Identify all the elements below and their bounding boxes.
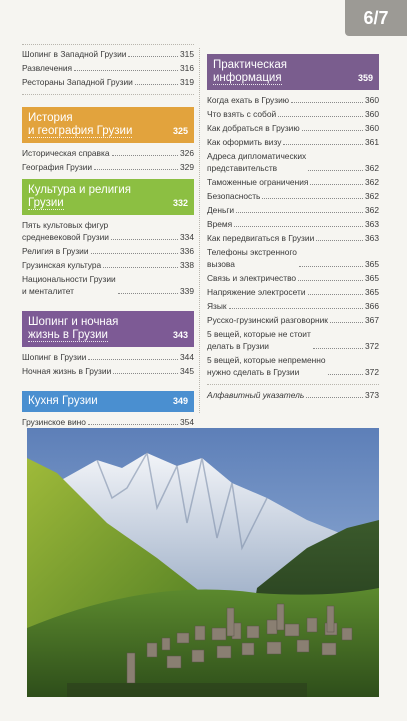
practical-entries (207, 94, 379, 378)
section-title-line1: Практическая (213, 59, 287, 71)
toc-entry[interactable] (207, 136, 379, 148)
toc-entry-title: Историческая справка (22, 148, 110, 158)
toc-entry-page: 372 (365, 367, 379, 377)
toc-leader (111, 239, 178, 240)
toc-entry-page: 345 (180, 366, 194, 376)
toc-entry-title (22, 273, 116, 297)
toc-entry-page: 315 (180, 49, 194, 59)
toc-entry-title-line2: вызова (207, 259, 235, 269)
toc-leader (74, 70, 178, 71)
toc-entry-page: 362 (365, 163, 379, 173)
toc-entry-page: 367 (365, 315, 379, 325)
toc-entry[interactable] (22, 76, 194, 88)
toc-entry-page: 363 (365, 233, 379, 243)
toc-entry-page: 329 (180, 162, 194, 172)
mountain-village-photo (27, 428, 379, 697)
toc-entry-title: Язык (207, 301, 227, 311)
toc-leader (234, 226, 363, 227)
toc-entry-page: 344 (180, 352, 194, 362)
page-number: 6/7 (363, 7, 389, 28)
toc-entry-page: 360 (365, 123, 379, 133)
toc-entry[interactable] (207, 328, 379, 352)
toc-entry-title (207, 150, 306, 174)
left-column (22, 44, 194, 430)
toc-leader (313, 348, 363, 349)
toc-entry-title-line2: делать в Грузии (207, 341, 269, 351)
toc-entry-title-line1: Пять культовых фигур (22, 220, 109, 230)
toc-entry[interactable] (22, 365, 194, 377)
toc-leader (330, 322, 363, 323)
toc-leader (113, 373, 178, 374)
section-title-line1: Кухня Грузии (28, 395, 98, 407)
toc-entry-title (207, 328, 311, 352)
toc-entry[interactable] (207, 204, 379, 216)
section-title-line2: информация (213, 72, 282, 84)
section-page: 332 (172, 198, 188, 208)
section-header-history[interactable] (22, 107, 194, 143)
toc-leader (291, 102, 363, 103)
toc-entry-title-line2: представительств (207, 163, 278, 173)
toc-entry[interactable] (22, 161, 194, 173)
toc-entry-page: 334 (180, 232, 194, 242)
toc-entry[interactable] (207, 176, 379, 188)
section-page: 343 (172, 330, 188, 340)
toc-entry-title: Что взять с собой (207, 109, 277, 119)
toc-leader (278, 116, 363, 117)
toc-entry-page: 362 (365, 177, 379, 187)
toc-leader (308, 170, 363, 171)
toc-entry-page: 361 (365, 137, 379, 147)
toc-entry-page: 365 (365, 273, 379, 283)
toc-entry-page: 326 (180, 148, 194, 158)
toc-entry[interactable] (207, 94, 379, 106)
toc-entry-title (207, 246, 297, 270)
toc-entry[interactable] (207, 232, 379, 244)
toc-entry[interactable] (207, 218, 379, 230)
toc-entry[interactable] (207, 108, 379, 120)
toc-entry[interactable] (207, 122, 379, 134)
section-divider (207, 384, 379, 385)
section-divider (22, 94, 194, 95)
toc-entry-page: 373 (365, 390, 379, 400)
toc-entry-title: Русско-грузинский разговорник (207, 315, 328, 325)
toc-entry-page: 319 (180, 77, 194, 87)
toc-entry[interactable] (22, 351, 194, 363)
toc-entry[interactable] (207, 246, 379, 270)
section-title-line1: Культура и религия (28, 184, 132, 196)
toc-entry-title (22, 219, 109, 243)
toc-entry-title: Грузинское вино (22, 417, 86, 427)
toc-entry-page: 354 (180, 417, 194, 427)
toc-entry-title: Как добраться в Грузию (207, 123, 300, 133)
section-page: 349 (172, 396, 188, 406)
toc-entry[interactable] (22, 273, 194, 297)
toc-entry-page: 372 (365, 341, 379, 351)
toc-leader (103, 267, 178, 268)
toc-entry-page: 362 (365, 191, 379, 201)
toc-entry-title: Как оформить визу (207, 137, 282, 147)
right-column (207, 44, 379, 403)
toc-entry-title: Время (207, 219, 233, 229)
toc-leader (88, 424, 178, 425)
toc-entry-page: 365 (365, 259, 379, 269)
toc-entry-page: 316 (180, 63, 194, 73)
toc-entry-title-line1: Адреса дипломатических (207, 151, 307, 161)
toc-entry-title-line1: Национальности Грузии (22, 274, 116, 284)
toc-leader (283, 144, 363, 145)
toc-entry[interactable] (207, 354, 379, 378)
toc-entry[interactable] (207, 286, 379, 298)
toc-entry-page: 338 (180, 260, 194, 270)
toc-entry[interactable] (22, 416, 194, 428)
toc-entry[interactable] (22, 48, 194, 60)
toc-leader (94, 169, 178, 170)
toc-entry-title-line1: 5 вещей, которые непременно (207, 355, 326, 365)
toc-entry-page: 363 (365, 219, 379, 229)
top-divider (22, 44, 194, 45)
toc-entry[interactable] (22, 147, 194, 159)
section-header-practical[interactable] (207, 54, 379, 90)
toc-entry[interactable] (207, 150, 379, 174)
toc-leader (88, 359, 178, 360)
toc-entry-title: Шопинг в Грузии (22, 352, 87, 362)
toc-leader (306, 397, 363, 398)
section-title-line1: История (28, 112, 73, 124)
toc-leader (310, 184, 363, 185)
toc-leader (308, 294, 364, 295)
toc-leader (112, 155, 179, 156)
section-page: 325 (172, 126, 188, 136)
toc-leader (229, 308, 363, 309)
toc-entry-title: Когда ехать в Грузию (207, 95, 290, 105)
toc-entry-title-line1: Телефоны экстренного (207, 247, 297, 257)
section-title-line2: и география Грузии (28, 125, 133, 137)
toc-entry-title: Грузинская культура (22, 260, 102, 270)
toc-entry-title: Шопинг в Западной Грузии (22, 49, 127, 59)
toc-entry-page: 362 (365, 205, 379, 215)
toc-entry-title: Ночная жизнь в Грузии (22, 366, 112, 376)
toc-entry-page: 366 (365, 301, 379, 311)
section-title-line2: Грузии (28, 197, 64, 209)
toc-entry-title: Развлечения (22, 63, 73, 73)
toc-entry-page: 360 (365, 95, 379, 105)
toc-entry-title: Напряжение электросети (207, 287, 306, 297)
section-header-shopping[interactable] (22, 311, 194, 347)
toc-leader (118, 293, 178, 294)
toc-entry-page: 336 (180, 246, 194, 256)
toc-entry-title: Религия в Грузии (22, 246, 89, 256)
toc-leader (262, 198, 363, 199)
toc-leader (328, 374, 363, 375)
toc-entry[interactable] (207, 190, 379, 202)
toc-leader (128, 56, 178, 57)
foreground-trees (67, 683, 307, 697)
toc-entry-title-line2: средневековой Грузии (22, 232, 109, 242)
toc-entry[interactable] (207, 272, 379, 284)
toc-entry[interactable] (22, 62, 194, 74)
toc-entry-title: Как передвигаться в Грузии (207, 233, 315, 243)
toc-leader (302, 130, 363, 131)
toc-leader (91, 253, 178, 254)
toc-entry-page: 339 (180, 286, 194, 296)
toc-entry[interactable] (22, 259, 194, 271)
page-number-tab (345, 0, 407, 36)
toc-entry-title-line2: и менталитет (22, 286, 74, 296)
toc-leader (298, 280, 363, 281)
section-header-culture[interactable] (22, 179, 194, 215)
toc-entry-title (207, 354, 326, 378)
toc-entry-title: Таможенные ограничения (207, 177, 309, 187)
toc-entry-title: Связь и электричество (207, 273, 297, 283)
toc-entry-title: Безопасность (207, 191, 261, 201)
toc-leader (316, 240, 363, 241)
toc-entry-title-line1: 5 вещей, которые не стоит (207, 329, 311, 339)
toc-entry[interactable] (22, 245, 194, 257)
toc-entry[interactable] (22, 219, 194, 243)
section-page: 359 (357, 73, 373, 83)
toc-leader (135, 84, 178, 85)
toc-leader (299, 266, 363, 267)
toc-entry-page: 360 (365, 109, 379, 119)
column-divider (199, 48, 200, 413)
toc-entry[interactable] (207, 314, 379, 326)
section-header-cuisine[interactable] (22, 391, 194, 412)
toc-entry-title: География Грузии (22, 162, 93, 172)
toc-entry-title: Деньги (207, 205, 235, 215)
index-entry[interactable] (207, 389, 379, 401)
section-title-line2: жизнь в Грузии (28, 329, 108, 341)
section-title-line1: Шопинг и ночная (28, 316, 119, 328)
toc-leader (236, 212, 363, 213)
toc-entry-title: Рестораны Западной Грузии (22, 77, 133, 87)
toc-entry-title-line2: нужно сделать в Грузии (207, 367, 300, 377)
toc-entry-page: 365 (365, 287, 379, 297)
toc-entry-title: Алфавитный указатель (207, 390, 305, 400)
toc-entry[interactable] (207, 300, 379, 312)
